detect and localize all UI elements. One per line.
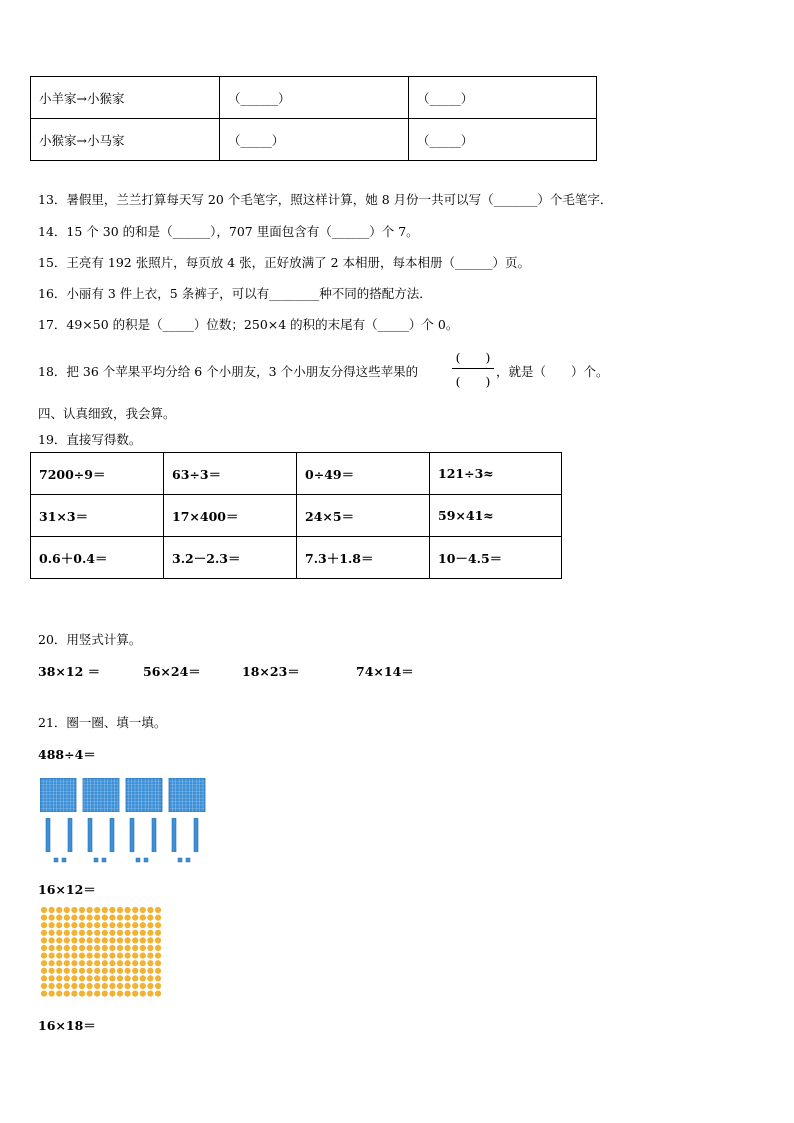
- table-row: [31, 453, 562, 495]
- answer-cell: （______）: [220, 77, 409, 119]
- route-cell: 小猴家→小马家: [31, 119, 220, 161]
- vertical-calc-item: 18×23＝: [242, 664, 300, 679]
- question-21: 21．圈一圈、填一填。: [38, 715, 167, 730]
- section-title: 四、认真细致，我会算。: [38, 406, 176, 421]
- table-row: [31, 495, 562, 537]
- calc-cell: 24×5＝: [297, 495, 430, 537]
- question-17: 17．49×50 的积是（_____）位数；250×4 的积的末尾有（_____）个 0。: [38, 317, 459, 332]
- calc-cell: 0.6＋0.4＝: [31, 537, 164, 579]
- table-row: [31, 119, 597, 161]
- calc-cell: 31×3＝: [31, 495, 164, 537]
- calc-cell: 121÷3≈: [430, 453, 562, 495]
- expression-16x18: 16×18＝: [38, 1018, 96, 1033]
- fraction-denominator: ( ): [455, 374, 491, 389]
- calc-cell: 0÷49＝: [297, 453, 430, 495]
- unit-cubes-illustration: [48, 856, 208, 866]
- calc-cell: 59×41≈: [430, 495, 562, 537]
- route-cell: 小羊家→小猴家: [31, 77, 220, 119]
- question-14: 14．15 个 30 的和是（______），707 里面包含有（______）个 7。: [38, 224, 419, 239]
- table-row: [31, 537, 562, 579]
- answer-cell: （_____）: [220, 119, 409, 161]
- vertical-calc-item: 74×14＝: [356, 664, 414, 679]
- calc-table: [30, 452, 562, 579]
- table-row: [31, 77, 597, 119]
- vertical-calc-item: 38×12 ＝: [38, 664, 101, 679]
- question-18-suffix: ，就是（ ）个。: [496, 364, 609, 379]
- expression-16x12: 16×12＝: [38, 882, 96, 897]
- calc-cell: 7.3＋1.8＝: [297, 537, 430, 579]
- answer-cell: （_____）: [409, 119, 597, 161]
- fraction-bar: [452, 368, 494, 369]
- answer-cell: （_____）: [409, 77, 597, 119]
- question-19: 19．直接写得数。: [38, 432, 142, 447]
- calc-cell: 10－4.5＝: [430, 537, 562, 579]
- vertical-calc-item: 56×24＝: [143, 664, 201, 679]
- fraction-numerator: ( ): [455, 350, 491, 365]
- calc-cell: 17×400＝: [164, 495, 297, 537]
- question-16: 16．小丽有 3 件上衣，5 条裤子，可以有________种不同的搭配方法．: [38, 286, 432, 301]
- expression-488-div-4: 488÷4＝: [38, 747, 96, 762]
- fraction-blank: [452, 348, 494, 390]
- calc-cell: 7200÷9＝: [31, 453, 164, 495]
- question-18-prefix: 18．把 36 个苹果平均分给 6 个小朋友，3 个小朋友分得这些苹果的: [38, 364, 419, 379]
- ten-rods-illustration: [44, 818, 204, 852]
- calc-cell: 63÷3＝: [164, 453, 297, 495]
- question-13: 13．暑假里，兰兰打算每天写 20 个毛笔字，照这样计算，她 8 月份一共可以写（_______）个毛笔字．: [38, 192, 613, 207]
- calc-cell: 3.2－2.3＝: [164, 537, 297, 579]
- hundred-flats-illustration: [40, 778, 220, 812]
- question-20: 20．用竖式计算。: [38, 632, 142, 647]
- question-15: 15．王亮有 192 张照片，每页放 4 张，正好放满了 2 本相册，每本相册（______）页。: [38, 255, 531, 270]
- dot-array-illustration: [40, 906, 164, 1000]
- route-table: [30, 76, 597, 161]
